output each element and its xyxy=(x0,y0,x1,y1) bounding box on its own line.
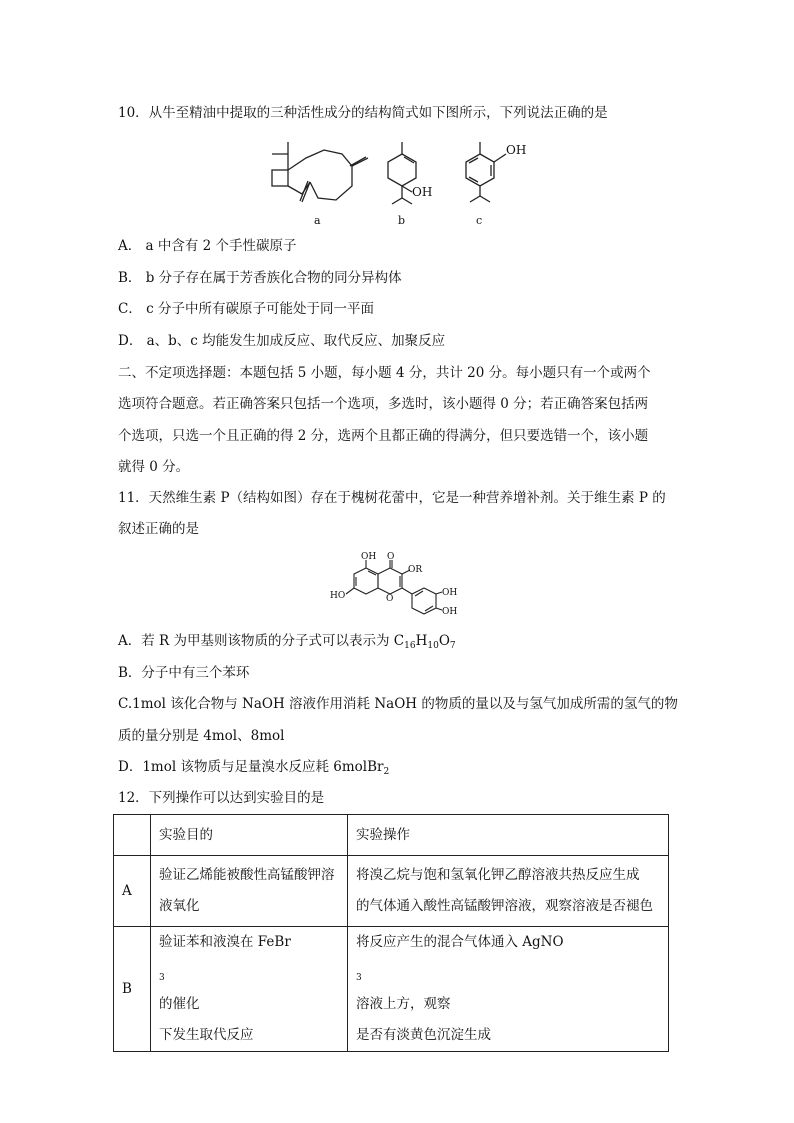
structure-c xyxy=(466,142,506,202)
q10-stem: 10．从牛至精油中提取的三种活性成分的结构简式如下图所示，下列说法正确的是 xyxy=(118,105,608,121)
q11-option-b: B．分子中有三个苯环 xyxy=(118,665,250,681)
q11-option-c-line1: C.1mol 该化合物与 NaOH 溶液作用消耗 NaOH 的物质的量以及与氢气加成所需的氢气的物 xyxy=(118,696,678,712)
header-empty xyxy=(114,815,151,856)
svg-text:OR: OR xyxy=(408,565,423,575)
q11-stem-line1: 11．天然维生素 P（结构如图）存在于槐树花蕾中，它是一种营养增补剂。关于维生素 P 的 xyxy=(118,490,666,506)
q10-structures xyxy=(262,138,527,238)
q11-structure xyxy=(328,548,468,628)
row-operation: 将溴乙烷与饱和氢氧化钾乙醇溶液共热反应生成 的气体通入酸性高锰酸钾溶液，观察溶液是否褪色 xyxy=(348,856,669,927)
svg-text:OH: OH xyxy=(442,588,458,598)
table-row xyxy=(114,856,669,927)
q11-stem-line2: 叙述正确的是 xyxy=(118,521,199,537)
svg-text:OH: OH xyxy=(442,607,458,617)
q10-option-c: C． c 分子中所有碳原子可能处于同一平面 xyxy=(118,301,374,317)
q12-stem: 12．下列操作可以达到实验目的是 xyxy=(118,790,325,806)
q11-option-a: A．若 R 为甲基则该物质的分子式可以表示为 $C_{16}H_{10}O_7$ xyxy=(118,633,456,651)
row-purpose: 验证苯和液溴在 FeBr $_3$ 的催化 下发生取代反应 xyxy=(151,927,348,1052)
table-header-row xyxy=(114,815,669,856)
svg-text:O: O xyxy=(386,594,394,604)
q10-option-a: A． a 中含有 2 个手性碳原子 xyxy=(118,238,297,254)
q11-option-d: D．1mol 该物质与足量溴水反应耗 6molBr$_2$ xyxy=(118,759,390,777)
svg-text:OH: OH xyxy=(506,143,527,157)
svg-text:OH: OH xyxy=(361,552,377,562)
section2-line1: 二、不定项选择题：本题包括 5 小题，每小题 4 分，共计 20 分。每小题只有一个或两个 xyxy=(118,365,651,381)
q10-option-d: D． a、b、c 均能发生加成反应、取代反应、加聚反应 xyxy=(118,333,446,349)
table-row xyxy=(114,927,669,1052)
section2-line4: 就得 0 分。 xyxy=(118,459,190,475)
header-purpose: 实验目的 xyxy=(151,815,348,856)
svg-text:OH: OH xyxy=(412,185,433,199)
row-operation: 将反应产生的混合气体通入 AgNO $_3$ 溶液上方，观察 是否有淡黄色沉淀生成 xyxy=(348,927,669,1052)
section2-line2: 选项符合题意。若正确答案只包括一个选项，多选时，该小题得 0 分；若正确答案包括两 xyxy=(118,396,649,412)
label-b: b xyxy=(398,214,406,227)
label-a: a xyxy=(314,214,321,227)
section2-line3: 个选项，只选一个且正确的得 2 分，选两个且都正确的得满分，但只要选错一个，该小题 xyxy=(118,428,649,444)
svg-text:O: O xyxy=(387,552,395,562)
q12-table xyxy=(113,814,669,1052)
row-label: A xyxy=(114,856,151,927)
row-label: B xyxy=(114,927,151,1052)
q11-option-c-line2: 质的量分别是 4mol、8mol xyxy=(118,728,285,744)
structure-a xyxy=(272,142,368,202)
svg-text:HO: HO xyxy=(330,591,346,601)
q10-option-b: B． b 分子存在属于芳香族化合物的同分异构体 xyxy=(118,270,402,286)
header-operation: 实验操作 xyxy=(348,815,669,856)
row-purpose: 验证乙烯能被酸性高锰酸钾溶 液氧化 xyxy=(151,856,348,927)
label-c: c xyxy=(476,214,483,227)
